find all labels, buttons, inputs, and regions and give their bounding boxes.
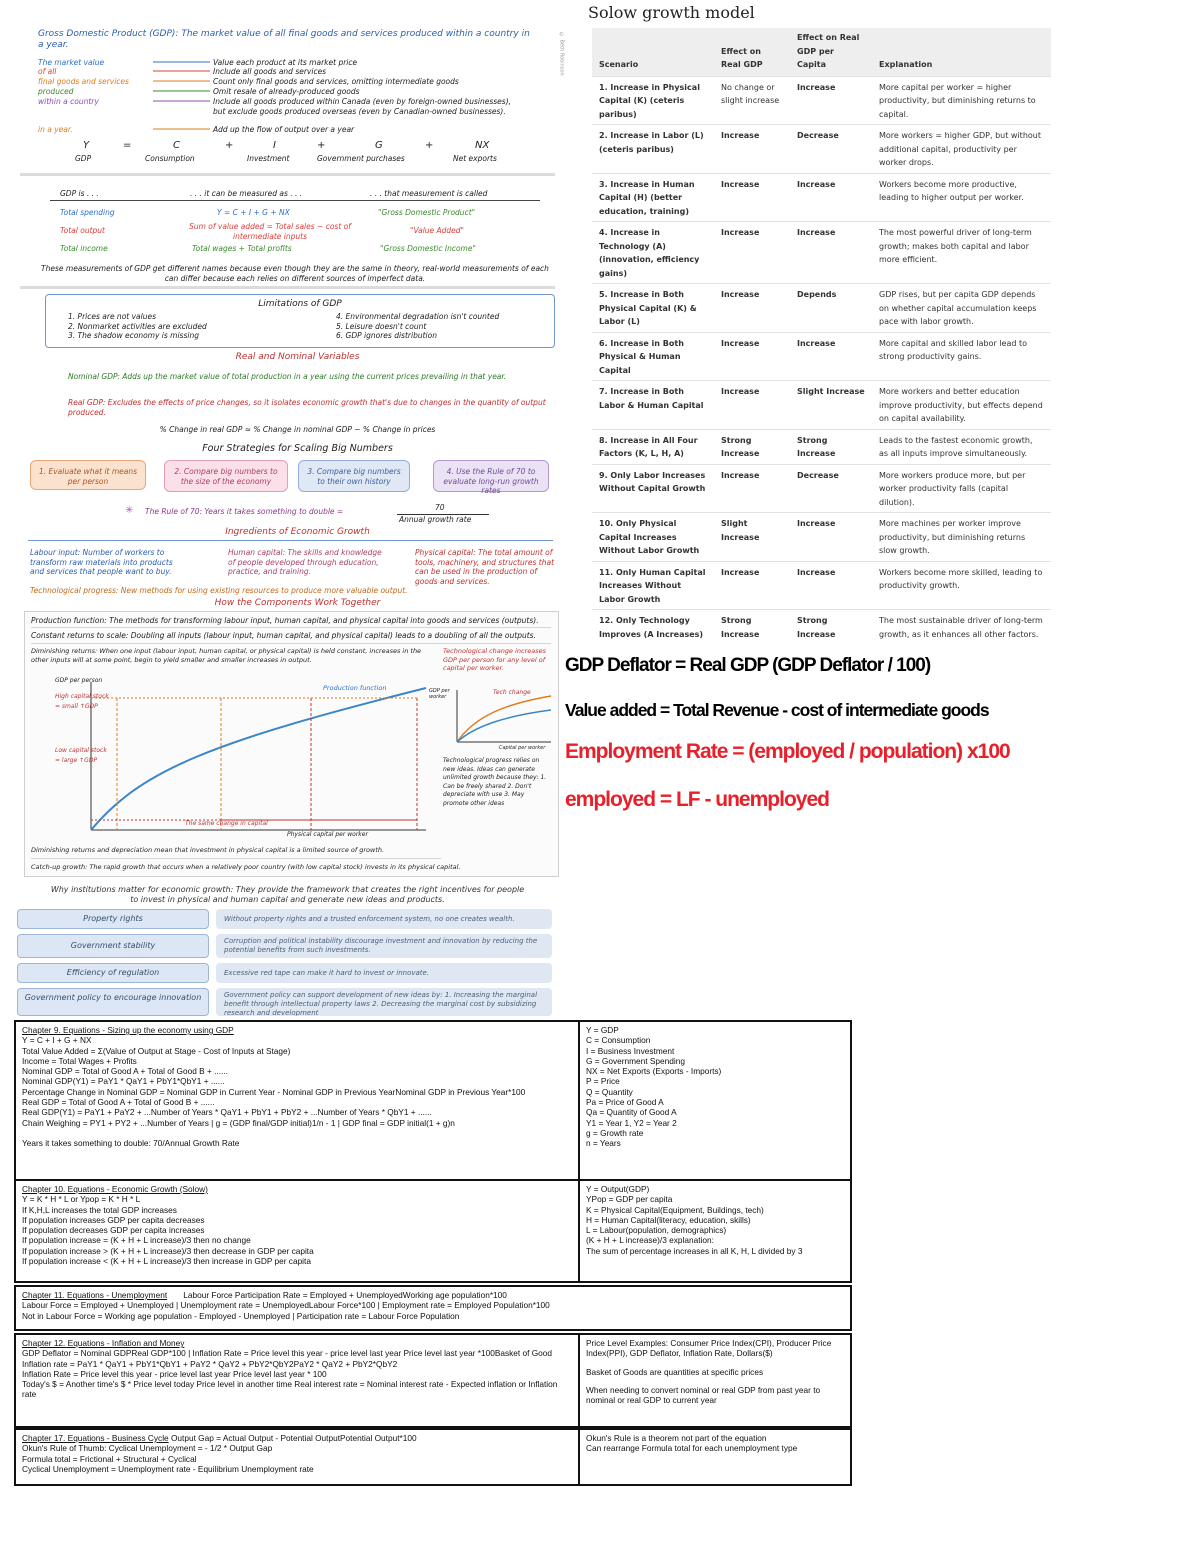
solow-effect-gdp: Increase [714,561,790,610]
gdp-definition-title: Gross Domestic Product (GDP): The market value of all final goods and services produced within a country in a year. [38,29,530,50]
limitations-title: Limitations of GDP [258,299,342,309]
eq-symbol: + [225,140,234,151]
eq-right-cell [580,1181,850,1281]
handwritten-value-added: Value added = Total Revenue - cost of intermediate goods [565,700,989,720]
solow-effect-per-capita: Increase [790,332,872,381]
term-desc: Omit resale of already-produced goods [213,87,360,96]
solow-effect-per-capita: Increase [790,76,872,125]
eq-var: Q = Quantity [586,1086,633,1097]
eq-title-line [22,1433,572,1443]
ingredients-rule [28,540,553,541]
eq-line: If K,H,L increases the total GDP increases [22,1204,177,1215]
equations-chapter-9 [14,1020,852,1181]
eq-var: G = Government Spending [586,1055,685,1066]
solow-scenario: 3. Increase in Human Capital (H) (better education, training) [592,173,714,222]
real-nominal-title: Real and Nominal Variables [235,352,360,362]
solow-effect-per-capita: Depends [790,284,872,333]
solow-scenario: 9. Only Labor Increases Without Capital Growth [592,464,714,513]
eq-left-cell [16,1022,578,1179]
eq-var: Price Level Examples: Consumer Price Index(CPI), Producer Price Index(PPI), GDP Deflator, Inflation Rate, Dollars($) [586,1338,832,1359]
solow-effect-per-capita: Increase [790,222,872,284]
eq-line: Real GDP(Y1) = PaY1 + PaY2 + ...Number of Years * QaY1 + PbY1 + PbY2 + ...Number of Years * QbY1 + ...... [22,1107,432,1118]
strategy-card: 3. Compare big numbers to their own history [298,460,410,492]
term: within a country [38,97,99,106]
solow-effect-gdp: Slight Increase [714,513,790,562]
institution-desc: Excessive red tape can make it hard to invest or innovate. [216,963,552,983]
solow-effect-gdp: Strong Increase [714,610,790,645]
eq-var: (K + H + L increase)/3 explanation: [586,1235,714,1246]
equations-chapter-12 [14,1333,852,1428]
gdp-equation [55,140,525,168]
eq-line: Real GDP = Total of Good A + Total of Good B + ...... [22,1097,215,1108]
limitation-item: 2. Nonmarket activities are excluded [68,321,207,331]
solow-explanation: More workers = higher GDP, but without additional capital, productivity per worker drops. [872,125,1051,174]
measure-row-c: "Gross Domestic Product" [378,208,476,217]
eq-var: The sum of percentage increases in all K, H, L divided by 3 [586,1245,803,1256]
term-desc: Value each product at its market price [213,58,358,67]
measure-row-a: Total output [60,226,105,235]
side-credit: © Beth Robinson [558,32,565,76]
term: The market value [38,58,105,67]
solow-header: Effect on Real GDP [714,28,790,76]
production-panel [24,611,559,877]
eq-chapter-title: Chapter 12. Equations - Inflation and Money [22,1338,185,1348]
eq-var: Basket of Goods are quantities at specific prices [586,1366,764,1377]
institution-desc: Government policy can support development of new ideas by: 1. Increasing the marginal benefit through intellectual property laws 2. Decreasing the marginal cost by subsidizing research and development [216,988,552,1016]
eq-line [22,1128,572,1138]
solow-effect-per-capita: Slight Increase [790,381,872,430]
measure-row-b: Y = C + I + G + NX [217,208,290,217]
eq-line: Today's $ = Another time's $ * Price level today Price level in another time Real interest rate = Nominal interest rate - Expected inflation or Inflation rate [22,1379,558,1400]
eq-var: YPop = GDP per capita [586,1194,673,1205]
handwritten-line: GDP Deflator = Real GDP (GDP Deflator / 100) [565,655,931,676]
solow-header: Explanation [872,28,1051,76]
solow-effect-per-capita: Strong Increase [790,610,872,645]
eq-line: Years it takes something to double: 70/Annual Growth Rate [22,1137,240,1148]
real-definition: Real GDP: Excludes the effects of price changes, so it isolates economic growth that's due to changes in the quantity of output produced. [68,398,546,417]
human-capital: Human capital: The skills and knowledge of people developed through education, practice, and training. [228,548,382,576]
measure-header: . . . it can be measured as . . . [190,189,303,198]
handwritten-employed: employed = LF - unemployed [565,788,829,811]
solow-effect-gdp: Increase [714,173,790,222]
rule70-text: The Rule of 70: Years it takes something to double = [145,507,344,516]
same-change-label: The same change in capital [185,820,268,827]
eq-line: If population decreases GDP per capita increases [22,1225,205,1236]
solow-explanation: More capital per worker = higher productivity, but diminishing returns to capital. [872,76,1051,125]
eq-symbol: Y [83,140,90,151]
solow-row [592,284,1051,333]
eq-label: Investment [247,154,290,163]
eq-var [586,1377,844,1385]
eq-right-cell [580,1430,850,1484]
solow-scenario: 2. Increase in Labor (L) (ceteris paribus) [592,125,714,174]
measure-row-b: Total wages + Total profits [192,244,292,253]
handwritten-gdp-deflator [565,655,930,677]
eq-line: Nominal GDP(Y1) = PaY1 * QaY1 + PbY1*QbY1 + ...... [22,1076,225,1087]
eq-line: Labour Force Participation Rate = Employed + UnemployedWorking age population*100 [183,1290,507,1300]
eq-var: NX = Net Exports (Exports - Imports) [586,1066,722,1077]
limitation-item: 3. The shadow economy is missing [68,331,199,340]
equations-chapter-11 [14,1285,852,1331]
solow-row [592,76,1051,125]
solow-effect-gdp: Increase [714,464,790,513]
solow-header-row [592,28,1051,76]
term: final goods and services [38,77,129,86]
solow-scenario: 12. Only Technology Improves (A Increases) [592,610,714,645]
term: produced [38,87,74,96]
eq-line: Inflation Rate = Price level this year - price level last year Price level last year * 100 [22,1368,327,1379]
solow-row [592,464,1051,513]
work-together-title: How the Components Work Together [214,598,381,608]
eq-symbol: NX [475,140,490,151]
measure-note: These measurements of GDP get different names because even though they are the same in theory, real-world measurements of each can differ because each relies on different sources of imperfect data. [41,264,549,283]
prod-rule [31,643,551,644]
limitations-right [336,312,499,341]
solow-scenario: 10. Only Physical Capital Increases Without Labor Growth [592,513,714,562]
prod-rule [31,858,441,859]
solow-effect-per-capita: Decrease [790,125,872,174]
institution-label: Property rights [17,909,209,929]
institution-label: Government stability [17,934,209,958]
tech-ylabel: GDP per worker [429,688,450,700]
eq-symbol: + [425,140,434,151]
solow-effect-gdp: Strong Increase [714,429,790,464]
solow-effect-per-capita: Increase [790,513,872,562]
rule70-numerator: 70 [435,503,445,512]
eq-right-cell [580,1022,850,1179]
solow-explanation: More workers produce more, but per worker productivity falls (capital dilution). [872,464,1051,513]
diminishing-note: Diminishing returns and depreciation mean that investment in physical capital is a limited source of growth. [31,846,385,854]
solow-explanation: Workers become more skilled, leading to productivity growth. [872,561,1051,610]
curve-label: Production function [323,684,387,692]
eq-left-cell [16,1335,578,1426]
eq-label: GDP [75,154,92,163]
rule70-icon: ✳ [125,505,134,516]
measure-row-a: Total spending [60,208,115,217]
equations-chapter-17 [14,1428,852,1486]
handwritten-employment-rate: Employment Rate = (employed / population) x100 [565,740,1010,763]
solow-effect-gdp: Increase [714,284,790,333]
term-connectors [148,58,214,138]
solow-row [592,173,1051,222]
rule70-denominator: Annual growth rate [399,515,472,524]
solow-row [592,429,1051,464]
eq-line: GDP Deflator = Nominal GDPReal GDP*100 | Inflation Rate = Price level this year - price level last year Price level last year *100Basket of Good Inflation rate = PaY1 * QaY1 + PbY1*QbY1 + PaY2 * QaY2 + PbY2*QbY2PaY2 * QaY2 + PbY2*QbY2 [22,1348,553,1369]
eq-var: Okun's Rule is a theorem not part of the equation [586,1433,767,1443]
eq-var: I = Business Investment [586,1045,675,1056]
catchup-note: Catch-up growth: The rapid growth that occurs when a relatively poor country (with low capital stock) invests in its physical capital. [31,863,461,871]
eq-var: C = Consumption [586,1035,651,1046]
eq-line: Total Value Added = Σ(Value of Output at Stage - Cost of Inputs at Stage) [22,1045,291,1056]
graph-xlabel: Physical capital per worker [287,831,368,838]
solow-row [592,222,1051,284]
eq-left-cell [16,1181,578,1281]
eq-line: Y = C + I + G + NX [22,1035,92,1046]
eq-line: Nominal GDP = Total of Good A + Total of Good B + ...... [22,1066,228,1077]
solow-row [592,125,1051,174]
labour-input: Labour input: Number of workers to transform raw materials into products and services that people want to buy. [30,548,173,576]
eq-chapter-title: Chapter 17. Equations - Business Cycle [22,1433,169,1443]
tech-notes: Technological progress relies on new ideas. Ideas can generate unlimited growth because they: 1. Can be freely shared 2. Don't depreciate with use 3. May promote other ideas [443,757,547,807]
term: in a year. [38,125,73,134]
divider [20,286,555,289]
graph-ylabel: GDP per person [55,677,103,684]
measurement-table [40,186,550,256]
eq-label: Government purchases [317,154,405,163]
eq-var: Y1 = Year 1, Y2 = Year 2 [586,1117,677,1128]
eq-var: Qa = Quantity of Good A [586,1107,677,1118]
eq-symbol: I [273,140,276,151]
strategy-card: 4. Use the Rule of 70 to evaluate long-run growth rates [433,460,549,492]
tech-change-title: Technological change increases GDP per person for any level of capital per worker. [443,647,547,672]
measure-header: . . . that measurement is called [370,189,488,198]
strategy-card: 2. Compare big numbers to the size of the economy [164,460,288,492]
solow-table [592,28,1051,644]
high-capital-label: High capital stock = small ↑GDP [55,693,109,710]
eq-line: If population increases GDP per capita decreases [22,1214,205,1225]
institution-label: Efficiency of regulation [17,963,209,983]
term-desc: Count only final goods and services, omitting intermediate goods [213,77,459,86]
tech-shift-label: Tech change [493,689,531,696]
limitations-box [45,294,555,348]
eq-var: Y = GDP [586,1025,619,1035]
eq-line: Okun's Rule of Thumb: Cyclical Unemployment = - 1/2 * Output Gap [22,1443,273,1454]
term-desc: Add up the flow of output over a year [213,125,355,134]
solow-row [592,381,1051,430]
eq-symbol: = [123,140,132,151]
prod-fn-line: Production function: The methods for transforming labour input, human capital, and physical capital into goods and services (outputs). [31,616,539,625]
eq-line: Not in Labour Force = Working age population - Employed - Unemployed | Participation rate = Labour Force Population [22,1310,460,1321]
institution-desc: Without property rights and a trusted enforcement system, no one creates wealth. [216,909,552,929]
limitation-item: 5. Leisure doesn't count [336,321,427,331]
solow-explanation: More capital and skilled labor lead to strong productivity gains. [872,332,1051,381]
eq-full-cell [16,1287,850,1329]
solow-scenario: 6. Increase in Both Physical & Human Capital [592,332,714,381]
solow-explanation: More machines per worker improve productivity, but diminishing returns slow growth. [872,513,1051,562]
eq-line: Cyclical Unemployment = Unemployment rate - Equilibrium Unemployment rate [22,1463,314,1474]
eq-var: n = Years [586,1138,621,1149]
constant-returns: Constant returns to scale: Doubling all inputs (labour input, human capital, and physical capital) leads to a doubling of all the outputs. [31,631,536,640]
tech-xlabel: Capital per worker [499,745,546,751]
eq-var: L = Labour(population, demographics) [586,1225,727,1236]
solow-header: Scenario [592,28,714,76]
eq-var: When needing to convert nominal or real GDP from past year to nominal or real GDP to current year [586,1384,821,1406]
eq-left-cell [16,1430,578,1484]
solow-effect-gdp: Increase [714,381,790,430]
eq-symbol: + [317,140,326,151]
ingredients-title: Ingredients of Economic Growth [225,527,370,537]
measure-row-c: "Gross Domestic Income" [380,244,476,253]
solow-effect-per-capita: Increase [790,173,872,222]
term: of all [38,67,57,76]
solow-row [592,513,1051,562]
eq-line: If population increase < (K + H + L increase)/3 then increase in GDP per capita [22,1256,311,1267]
eq-line: Output Gap = Actual Output - Potential OutputPotential Output*100 [170,1433,417,1443]
eq-line: Percentage Change in Nominal GDP = Nominal GDP in Current Year - Nominal GDP in Previous YearNominal GDP in Previous Year*100 [22,1086,526,1097]
solow-explanation: GDP rises, but per capita GDP depends on whether capital accumulation keeps pace with labor growth. [872,284,1051,333]
eq-chapter-title: Chapter 11. Equations - Unemployment [22,1290,168,1300]
solow-row [592,561,1051,610]
institutions-intro: Why institutions matter for economic growth: They provide the framework that creates the right incentives for people to invest in physical and human capital and generate new ideas and products. [50,885,525,904]
eq-var: H = Human Capital(literacy, education, skills) [586,1214,751,1225]
eq-chapter-title: Chapter 10. Equations - Economic Growth (Solow) [22,1184,208,1194]
solow-effect-per-capita: Strong Increase [790,429,872,464]
tech-progress: Technological progress: New methods for using existing resources to produce more valuable output. [30,586,408,595]
solow-row [592,610,1051,645]
institution-desc: Corruption and political instability discourage investment and innovation by reducing the potential benefits from such investments. [216,934,552,958]
solow-effect-gdp: Increase [714,125,790,174]
solow-explanation: More workers and better education improve productivity, but effects depend on capital availability. [872,381,1051,430]
solow-scenario: 7. Increase in Both Labor & Human Capital [592,381,714,430]
solow-scenario: 8. Increase in All Four Factors (K, L, H, A) [592,429,714,464]
solow-header: Effect on Real GDP per Capita [790,28,872,76]
eq-var: g = Growth rate [586,1127,644,1138]
eq-var: Pa = Price of Good A [586,1097,664,1108]
eq-label: Consumption [145,154,195,163]
low-capital-label: Low capital stock = large ↑GDP [55,747,107,764]
eq-symbol: C [173,140,180,151]
solow-scenario: 5. Increase in Both Physical Capital (K) & Labor (L) [592,284,714,333]
nominal-definition: Nominal GDP: Adds up the market value of total production in a year using the current prices prevailing in that year. [68,372,507,381]
eq-var: Y = Output(GDP) [586,1184,650,1194]
solow-effect-per-capita: Increase [790,561,872,610]
eq-line: If population increase > (K + H + L increase)/3 then decrease in GDP per capita [22,1245,314,1256]
diminishing-returns: Diminishing returns: When one input (labour input, human capital, or physical capital) is held constant, increases in the other inputs will at some point, begin to yield smaller and smaller increases in output. [31,647,422,664]
solow-effect-gdp: Increase [714,332,790,381]
eq-chapter-title: Chapter 9. Equations - Sizing up the economy using GDP [22,1025,234,1035]
solow-title: Solow growth model [588,3,755,22]
eq-symbol: G [375,140,383,151]
solow-effect-per-capita: Decrease [790,464,872,513]
solow-scenario: 11. Only Human Capital Increases Without Labor Growth [592,561,714,610]
eq-line: Y = K * H * L or Ypop = K * H * L [22,1194,141,1205]
eq-var: Can rearrange Formula total for each unemployment type [586,1443,798,1454]
prod-rule [31,627,551,628]
limitation-item: 1. Prices are not values [68,312,156,321]
eq-var: K = Physical Capital(Equipment, Buildings, tech) [586,1204,764,1215]
eq-var: P = Price [586,1076,620,1087]
measure-header-rule [50,200,540,201]
eq-line: Income = Total Wages + Profits [22,1055,137,1066]
strategy-card: 1. Evaluate what it means per person [30,460,146,490]
solow-table-wrap [592,28,1051,644]
divider [20,173,555,176]
measure-row-b: Sum of value added = Total sales − cost of intermediate inputs [189,222,351,241]
real-nominal-formula: % Change in real GDP ≈ % Change in nominal GDP − % Change in prices [159,425,436,434]
eq-line: If population increase = (K + H + L increase)/3 then no change [22,1235,251,1246]
institution-label: Government policy to encourage innovation [17,988,209,1016]
solow-effect-gdp: Increase [714,222,790,284]
limitation-item: 6. GDP ignores distribution [336,331,437,340]
physical-capital: Physical capital: The total amount of tools, machinery, and structures that can be used in the production of goods and services. [415,548,555,586]
eq-var [586,1359,844,1367]
term-desc: Include all goods produced within Canada (even by foreign-owned businesses), but exclude goods produced overseas (even by Canadian-owned businesses). [213,97,512,116]
measure-row-c: "Value Added" [410,226,465,235]
eq-title-line [22,1290,844,1300]
eq-label: Net exports [453,154,497,163]
solow-row [592,332,1051,381]
solow-effect-gdp: No change or slight increase [714,76,790,125]
rule-of-70 [125,503,525,528]
measure-header: GDP is . . . [60,189,99,198]
equations-chapter-10 [14,1179,852,1283]
eq-right-cell [580,1335,850,1426]
solow-explanation: Leads to the fastest economic growth, as all inputs improve simultaneously. [872,429,1051,464]
eq-line: Chain Weighing = PY1 + PY2 + ...Number of Years | g = (GDP final/GDP initial)1/n - 1 | GDP final = GDP initial(1 + g)n [22,1117,455,1128]
eq-line: Formula total = Frictional + Structural + Cyclical [22,1453,197,1464]
measure-row-a: Total income [60,244,108,253]
solow-explanation: The most sustainable driver of long-term growth, as it enhances all other factors. [872,610,1051,645]
solow-explanation: Workers become more productive, leading to higher output per worker. [872,173,1051,222]
limitation-item: 4. Environmental degradation isn't counted [336,312,500,321]
term-desc: Include all goods and services [213,67,327,76]
limitations-left [68,312,207,341]
solow-scenario: 1. Increase in Physical Capital (K) (ceteris paribus) [592,76,714,125]
eq-line: Labour Force = Employed + Unemployed | Unemployment rate = UnemployedLabour Force*100 | Employment rate = Employed Population*100 [22,1300,550,1311]
solow-explanation: The most powerful driver of long-term growth; makes both capital and labor more efficient. [872,222,1051,284]
solow-scenario: 4. Increase in Technology (A) (innovation, efficiency gains) [592,222,714,284]
strategies-title: Four Strategies for Scaling Big Numbers [202,443,393,454]
